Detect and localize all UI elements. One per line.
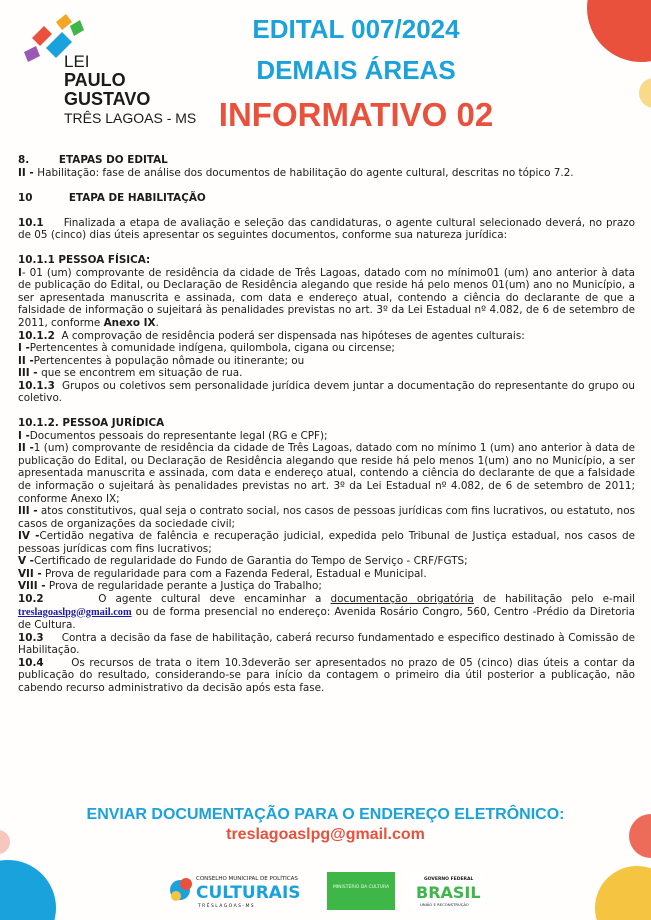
pj-item-vii	[18, 568, 635, 581]
section-10-4	[18, 657, 635, 695]
item-text: Prova de regularidade perante a Justiça do Trabalho;	[48, 580, 322, 593]
item-text: Pertencentes à população nômade ou itinerante; ou	[33, 354, 305, 367]
footer-instruction: ENVIAR DOCUMENTAÇÃO PARA O ENDEREÇO ELETRÔNICO:	[86, 806, 565, 823]
item-number: III -	[18, 367, 42, 380]
pj-item-i	[18, 430, 635, 443]
item-text-underlined: documentação obrigatória	[330, 592, 474, 605]
section-8-item-number: II -	[18, 166, 38, 179]
conselho-small-text: CONSELHO MUNICIPAL DE POLÍTICAS	[196, 876, 298, 882]
logo-city: TRÊS LAGOAS - MS	[64, 110, 197, 126]
section-8-number: 8.	[18, 154, 30, 166]
section-10-1-2-a	[18, 342, 635, 355]
governo-federal-logo	[410, 872, 482, 910]
section-8-heading	[18, 154, 635, 167]
item-number: II -	[18, 354, 34, 367]
item-text: ou de forma presencial no endereço: Avenida Rosário Congro, 560, Centro -Prédio da Diretoria de Cultura.	[18, 605, 635, 632]
item-number: VIII -	[18, 580, 46, 593]
item-number: 10.2	[18, 592, 44, 605]
email-link[interactable]: treslagoaslpg@gmail.com	[18, 606, 132, 618]
pj-item-v	[18, 555, 635, 568]
deco-circle-top-right	[587, 0, 651, 62]
pj-item-iii	[18, 505, 635, 530]
item-text: A comprovação de residência poderá ser dispensada nas hipóteses de agentes culturais:	[61, 329, 525, 342]
section-10-1-1-title	[18, 254, 635, 267]
section-10-1-number: 10.1	[18, 216, 44, 229]
section-10-3	[18, 632, 635, 657]
title-informativo: INFORMATIVO 02	[218, 96, 494, 133]
item-text: que se encontrem em situação de rua.	[41, 367, 243, 380]
document-body	[18, 154, 635, 694]
partner-logos	[0, 868, 651, 914]
item-number: 10.3	[18, 631, 44, 644]
item-number: 10.1.2	[18, 329, 55, 342]
section-10-1-2	[18, 330, 635, 343]
conselho-culturais-logo	[168, 870, 308, 910]
item-text: Certidão negativa de falência e recuperação judicial, expedida pelo Tribunal de Justiça estadual, nos casos de pessoas jurídicas com fins lucrativos;	[18, 530, 635, 555]
section-8-title: ETAPAS DO EDITAL	[58, 154, 168, 166]
section-10-1-2-c	[18, 367, 635, 380]
item-number: I	[18, 266, 22, 279]
item-number: V -	[18, 555, 34, 568]
item-text: Prova de regularidade para com a Fazenda Federal, Estadual e Municipal.	[45, 567, 427, 580]
item-text: - 01 (um) comprovante de residência da cidade de Três Lagoas, datado com no mínimo01 (um) ano anterior à data de publicação do Edital, ou Declaração de Residência alegando que reside há pelo menos 01(um) ano no Município, a ser apresentada manuscrita e assinada, com data e endereço atual, contendo a ciência do declarante de que a falsidade de informação o sujeitará às penalidades previstas no art. 3º da Lei Estadual nº 4.082, de 6 de setembro de 2011, conforme	[18, 266, 635, 329]
item-number: II -	[18, 442, 34, 455]
title-edital: EDITAL 007/2024	[252, 14, 460, 44]
section-10-number: 10	[18, 191, 33, 204]
item-text: 1 (um) comprovante de residência da cidade de Três Lagoas, datado com no mínimo 1 (um) ano anterior à data de publicação do Edital, ou Declaração de Residência alegando que reside há pelo menos 1(um) ano no Município, a ser apresentada manuscrita e assinada, com data e endereço atual, contendo a ciência do declarante de que a falsidade de informação o sujeitará às penalidades previstas no art. 3º da Lei Estadual nº 4.082, de 6 de setembro de 2011; conforme Anexo IX;	[18, 442, 635, 505]
section-10-1-2-b	[18, 355, 635, 368]
section-10-1-1-title-text: 10.1.1 PESSOA FÍSICA:	[18, 254, 151, 267]
item-number: VII -	[18, 567, 42, 580]
conselho-sub-text: T R Ê S L A G O A S - M S	[198, 904, 254, 909]
pj-item-viii	[18, 580, 635, 593]
pj-item-ii	[18, 442, 635, 505]
item-text: Certificado de regularidade do Fundo de Garantia do Tempo de Serviço - CRF/FGTS;	[33, 555, 468, 568]
item-annex: Anexo IX	[103, 316, 156, 329]
item-number: I -	[18, 429, 30, 442]
conselho-big-text: CULTURAIS	[196, 883, 301, 903]
section-10-title: ETAPA DE HABILITAÇÃO	[68, 191, 206, 204]
logo-lei: LEI	[64, 52, 90, 71]
uniao-text: UNIÃO E RECONSTRUÇÃO	[420, 902, 469, 907]
title-areas: DEMAIS ÁREAS	[256, 55, 456, 85]
pj-item-iv	[18, 530, 635, 555]
item-text: de habilitação pelo e-mail	[473, 592, 635, 605]
item-text: Pertencentes à comunidade indígena, quilombola, cigana ou circense;	[29, 342, 395, 355]
ministerio-cultura-logo: MINISTÉRIO DA CULTURA	[327, 872, 395, 910]
section-10-1-2-pj-title	[18, 417, 635, 430]
item-number: IV -	[18, 530, 40, 543]
item-text: O agente cultural deve encaminhar a	[98, 592, 331, 605]
item-text: atos constitutivos, qual seja o contrato social, nos casos de pessoas jurídicas com fins lucrativos, ou estatuto, nos casos de organizações da sociedade civil;	[18, 505, 636, 530]
item-number: 10.4	[18, 656, 44, 669]
deco-circle-top-right-yellow	[639, 78, 651, 108]
item-text: Documentos pessoais do representante legal (RG e CPF);	[29, 429, 328, 442]
section-10-1-3	[18, 380, 635, 405]
section-10-1-text: Finalizada a etapa de avaliação e seleção das candidaturas, o agente cultural selecionado deverá, no prazo de 05 (cinco) dias úteis apresentar os seguintes documentos, conforme sua natureza jurídica:	[18, 216, 635, 242]
item-text: Grupos ou coletivos sem personalidade jurídica devem juntar a documentação do representante do grupo ou coletivo.	[18, 379, 636, 405]
section-10-1-1-item-i: I- 01 (um) comprovante de residência da cidade de Três Lagoas, datado com no mínimo01 (um) ano anterior à data de publicação do Edital, ou Declaração de Residência alegando que reside há pelo menos 01(um) ano no Município, a ser apresentada manuscrita e assinada, com data e endereço atual, contendo a ciência do declarante de que a falsidade de informação o sujeitará às penalidades previstas no art. 3º da Lei Estadual nº 4.082, de 6 de setembro de 2011, conforme Anexo IX.	[18, 266, 635, 329]
item-text: Os recursos de trata o item 10.3deverão ser apresentados no prazo de 05 (cinco) dias úteis a contar da publicação do resultado, considerando-se para início da contagem o primeiro dia útil posterior a publicação, não cabendo recurso administrativo da decisão após esta fase.	[18, 656, 635, 694]
item-number: 10.1.3	[18, 379, 55, 392]
section-8-item-text: Habilitação: fase de análise dos documentos de habilitação do agente cultural, descritas no tópico 7.2.	[37, 166, 574, 179]
footer-email[interactable]: treslagoaslpg@gmail.com	[226, 826, 425, 843]
section-10-1	[18, 217, 635, 242]
section-10-2	[18, 593, 635, 632]
item-text: Contra a decisão da fase de habilitação, caberá recurso fundamentado e especifico destinado à Comissão de Habilitação.	[18, 631, 635, 657]
brasil-text: BRASIL	[416, 883, 481, 902]
pj-title-text: 10.1.2. PESSOA JURÍDICA	[18, 417, 165, 430]
logo-paulo: PAULO	[64, 70, 126, 90]
section-10-heading	[18, 192, 635, 205]
item-number: III -	[18, 505, 38, 518]
logo-gustavo: GUSTAVO	[64, 89, 151, 109]
item-number: I -	[18, 342, 30, 355]
section-8-item	[18, 167, 635, 180]
governo-small-text: GOVERNO FEDERAL	[424, 877, 474, 882]
